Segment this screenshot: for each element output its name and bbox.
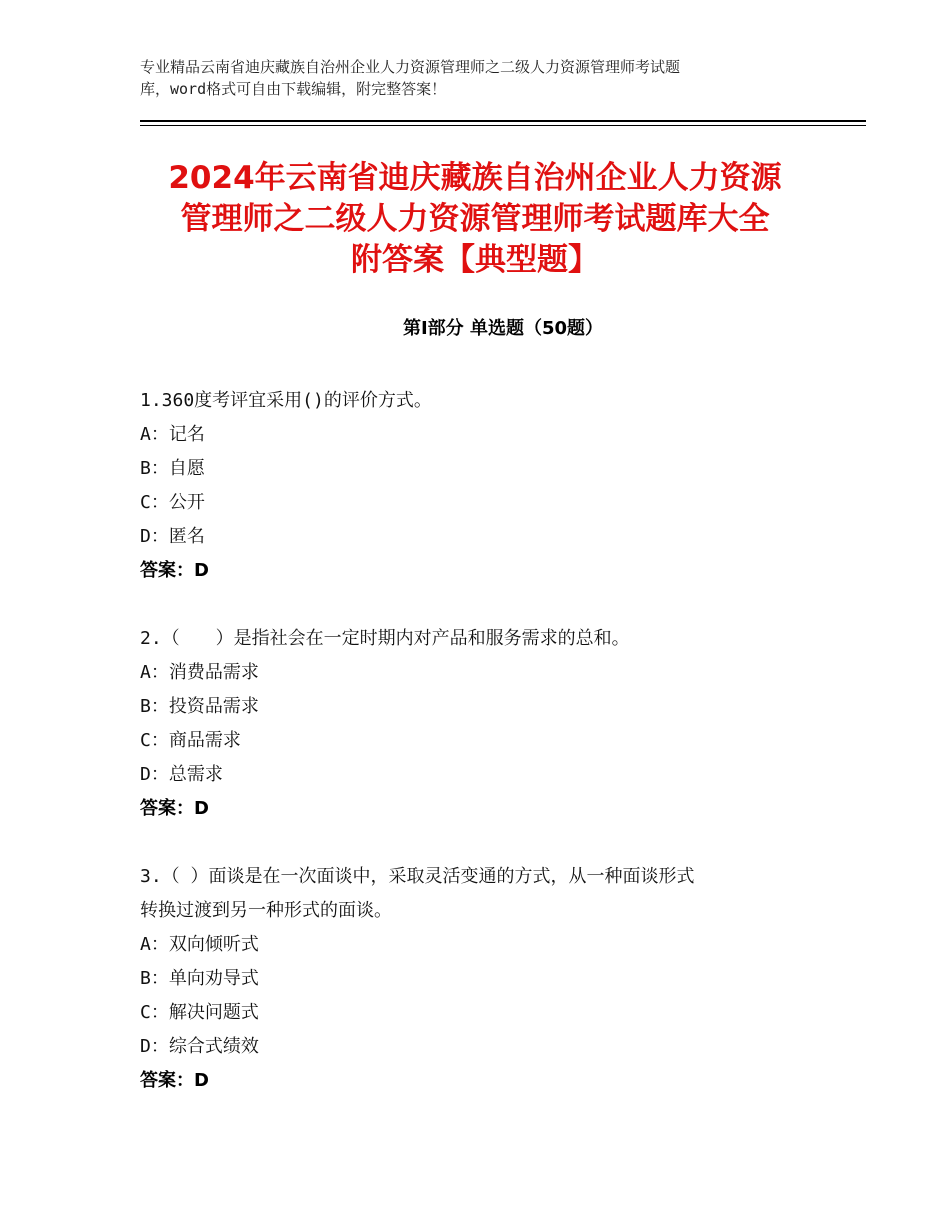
option-a: A：双向倾听式 <box>140 934 259 955</box>
header-rule-thick <box>140 120 866 122</box>
option-b: B：投资品需求 <box>140 696 259 717</box>
option-b: B：自愿 <box>140 458 205 479</box>
option-d: D：总需求 <box>140 764 223 785</box>
option-a: A：记名 <box>140 424 205 445</box>
section-heading: 第Ⅰ部分 单选题（50题） <box>402 318 603 339</box>
answer: 答案：D <box>140 1070 209 1091</box>
question-2 <box>140 622 840 826</box>
page-header <box>140 56 820 100</box>
option-c: C：商品需求 <box>140 730 241 751</box>
question-stem-continued: 转换过渡到另一种形式的面谈。 <box>140 900 392 921</box>
question-stem: 3.（ ）面谈是在一次面谈中，采取灵活变通的方式，从一种面谈形式 <box>140 866 695 887</box>
question-stem: 1.360度考评宜采用()的评价方式。 <box>140 390 432 411</box>
header-line-2: 库，word格式可自由下载编辑，附完整答案！ <box>140 80 447 98</box>
title-line-1: 2024年云南省迪庆藏族自治州企业人力资源 <box>168 160 782 196</box>
option-d: D：匿名 <box>140 526 205 547</box>
question-stem: 2.（ ）是指社会在一定时期内对产品和服务需求的总和。 <box>140 628 630 649</box>
question-1 <box>140 384 840 588</box>
option-b: B：单向劝导式 <box>140 968 259 989</box>
option-c: C：解决问题式 <box>140 1002 259 1023</box>
question-3 <box>140 860 840 1098</box>
header-line-1: 专业精品云南省迪庆藏族自治州企业人力资源管理师之二级人力资源管理师考试题 <box>140 58 681 76</box>
option-a: A：消费品需求 <box>140 662 259 683</box>
title-line-2: 管理师之二级人力资源管理师考试题库大全 <box>180 201 770 237</box>
option-d: D：综合式绩效 <box>140 1036 259 1057</box>
question-list <box>140 384 840 1132</box>
answer: 答案：D <box>140 798 209 819</box>
answer: 答案：D <box>140 560 209 581</box>
document-title <box>120 158 830 281</box>
header-rule-thin <box>140 125 866 126</box>
title-line-3: 附答案【典型题】 <box>351 242 599 278</box>
option-c: C：公开 <box>140 492 205 513</box>
